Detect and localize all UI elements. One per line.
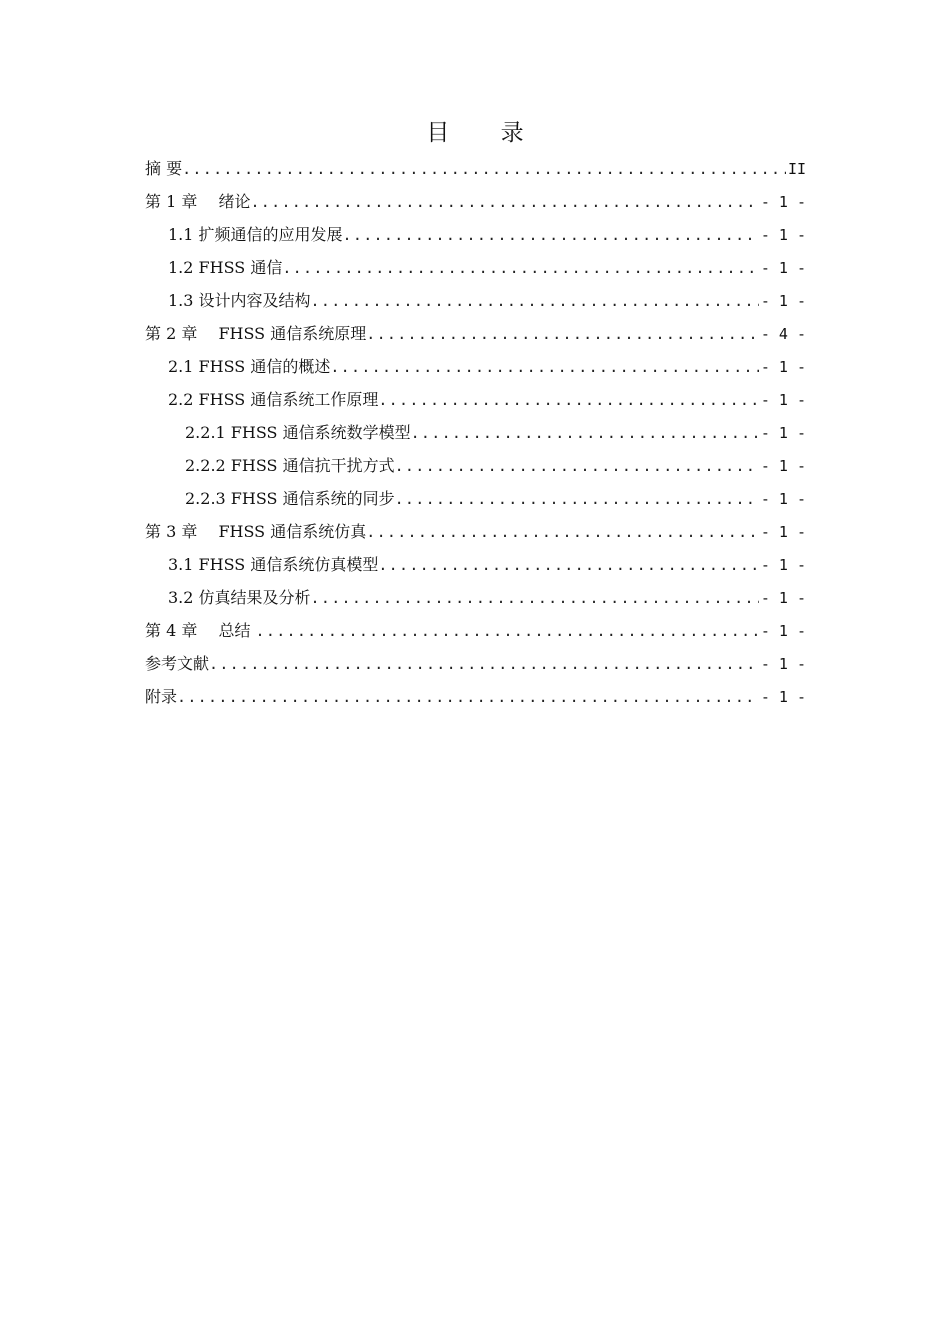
toc-entry[interactable] xyxy=(145,680,806,713)
toc-dot-leader xyxy=(366,516,759,549)
toc-entry-label: 参考文献 xyxy=(145,654,210,673)
toc-page-number: - 1 - xyxy=(760,688,806,706)
toc-page-number: - 1 - xyxy=(760,358,806,376)
toc-dot-leader xyxy=(366,318,759,351)
toc-page-number: - 1 - xyxy=(760,589,806,607)
toc-page-number: - 1 - xyxy=(760,655,806,673)
toc-entry[interactable] xyxy=(145,284,806,317)
toc-entry-label: 2.2.1 FHSS 通信系统数学模型 xyxy=(185,423,411,442)
toc-dot-leader xyxy=(311,582,759,615)
toc-entry[interactable] xyxy=(145,581,806,614)
toc-dot-leader xyxy=(378,549,759,582)
toc-entry[interactable] xyxy=(145,482,806,515)
toc-entry[interactable] xyxy=(145,515,806,548)
toc-page-number: - 1 - xyxy=(760,490,806,508)
toc-entry-label: 第 4 章 总结 xyxy=(145,621,256,640)
toc-dot-leader xyxy=(378,384,759,417)
toc-dot-leader xyxy=(311,285,759,318)
toc-entry-label: 2.2.3 FHSS 通信系统的同步 xyxy=(185,489,395,508)
toc-entry-label: 2.2 FHSS 通信系统工作原理 xyxy=(168,390,379,409)
toc-entry[interactable] xyxy=(145,614,806,647)
toc-page-number: II xyxy=(787,160,806,178)
toc-entry[interactable] xyxy=(145,218,806,251)
toc-dot-leader xyxy=(343,219,759,252)
toc-entry-label: 1.3 设计内容及结构 xyxy=(168,291,311,310)
toc-entry-label: 1.2 FHSS 通信 xyxy=(168,258,283,277)
toc-page-number: - 1 - xyxy=(760,292,806,310)
table-of-contents xyxy=(145,152,806,713)
toc-page-number: - 1 - xyxy=(760,457,806,475)
toc-entry-label: 附录 xyxy=(145,687,178,706)
toc-entry-label: 1.1 扩频通信的应用发展 xyxy=(168,225,343,244)
toc-dot-leader xyxy=(282,252,759,285)
toc-page-number: - 4 - xyxy=(760,325,806,343)
toc-page-number: - 1 - xyxy=(760,226,806,244)
toc-dot-leader xyxy=(330,351,759,384)
toc-page-number: - 1 - xyxy=(760,424,806,442)
toc-entry[interactable] xyxy=(145,350,806,383)
toc-dot-leader xyxy=(395,450,759,483)
toc-dot-leader xyxy=(182,153,786,186)
toc-page-number: - 1 - xyxy=(760,259,806,277)
toc-entry-label: 2.2.2 FHSS 通信抗干扰方式 xyxy=(185,456,395,475)
toc-entry-label: 3.1 FHSS 通信系统仿真模型 xyxy=(168,555,379,574)
toc-entry-label: 摘 要 xyxy=(145,159,183,178)
toc-page-number: - 1 - xyxy=(760,193,806,211)
toc-entry-label: 第 1 章 绪论 xyxy=(145,192,251,211)
toc-dot-leader xyxy=(411,417,759,450)
toc-dot-leader xyxy=(256,615,759,648)
page-title: 目 录 xyxy=(426,120,546,146)
toc-entry[interactable] xyxy=(145,383,806,416)
toc-entry[interactable] xyxy=(145,152,806,185)
toc-entry[interactable] xyxy=(145,185,806,218)
toc-entry[interactable] xyxy=(145,317,806,350)
toc-page-number: - 1 - xyxy=(760,523,806,541)
toc-page-number: - 1 - xyxy=(760,622,806,640)
toc-dot-leader xyxy=(395,483,759,516)
toc-entry[interactable] xyxy=(145,416,806,449)
toc-entry[interactable] xyxy=(145,449,806,482)
toc-page-number: - 1 - xyxy=(760,391,806,409)
toc-entry[interactable] xyxy=(145,251,806,284)
toc-entry-label: 2.1 FHSS 通信的概述 xyxy=(168,357,331,376)
toc-entry[interactable] xyxy=(145,548,806,581)
toc-dot-leader xyxy=(177,681,759,714)
toc-entry-label: 3.2 仿真结果及分析 xyxy=(168,588,311,607)
toc-dot-leader xyxy=(250,186,758,219)
toc-dot-leader xyxy=(209,648,759,681)
toc-entry-label: 第 3 章 FHSS 通信系统仿真 xyxy=(145,522,367,541)
toc-page-number: - 1 - xyxy=(760,556,806,574)
toc-entry[interactable] xyxy=(145,647,806,680)
toc-entry-label: 第 2 章 FHSS 通信系统原理 xyxy=(145,324,367,343)
